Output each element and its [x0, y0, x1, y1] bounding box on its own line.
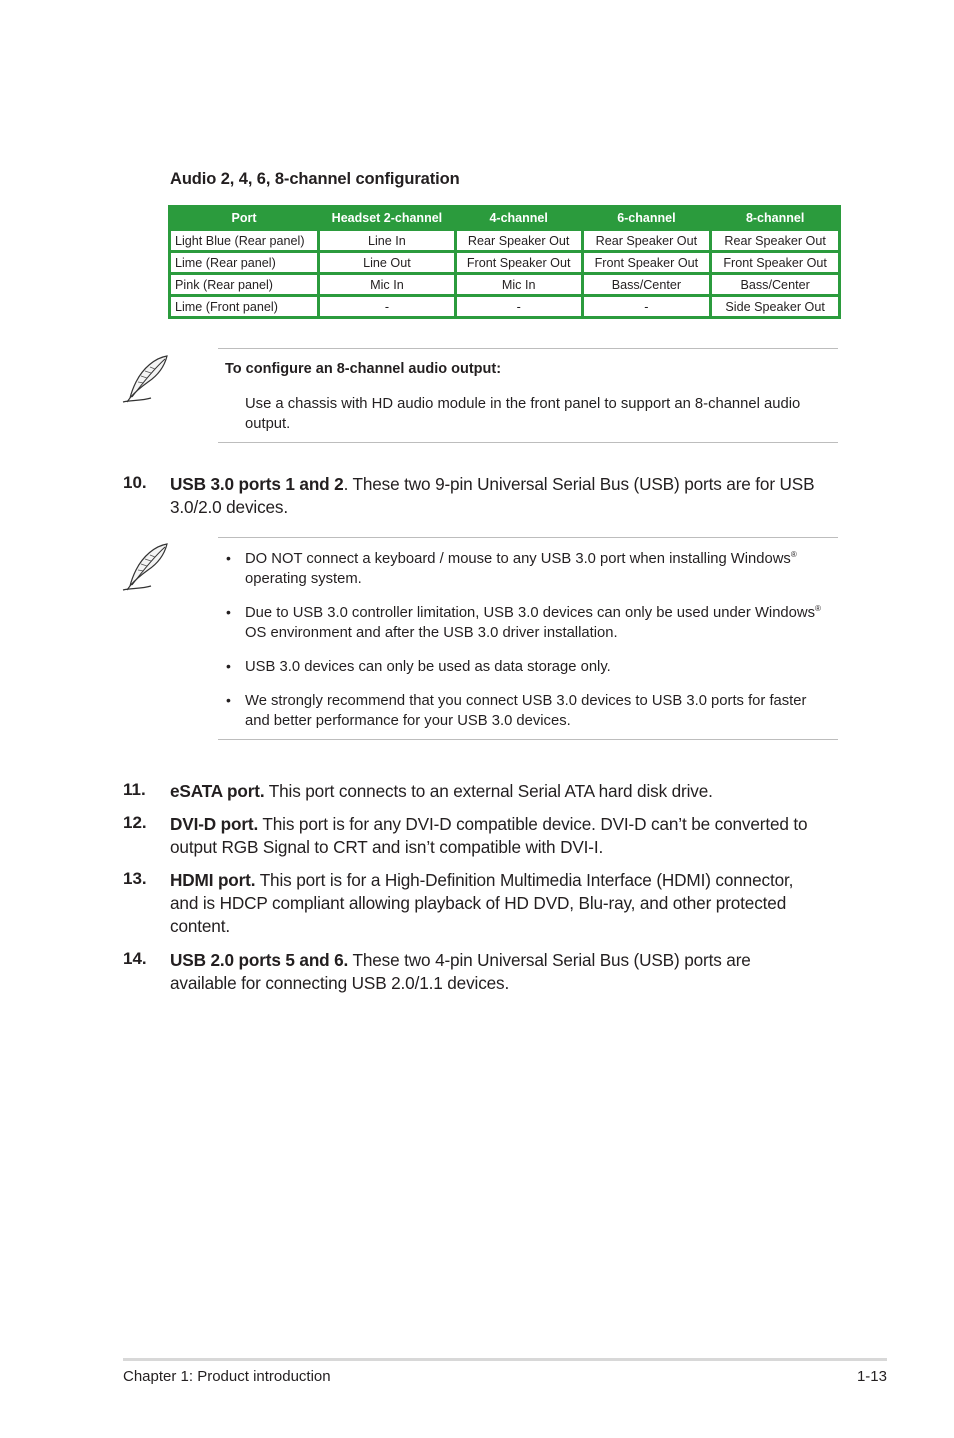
item-text-line: 3.0/2.0 devices.: [170, 497, 288, 517]
footer-chapter: Chapter 1: Product introduction: [123, 1368, 331, 1385]
footer-page-number: 1-13: [856, 1368, 887, 1385]
table-cell: Front Speaker Out: [582, 252, 711, 274]
item-text-line: and is HDCP compliant allowing playback of HD DVD, Blu-ray, and other protected: [170, 893, 787, 913]
table-header-cell: 6-channel: [582, 207, 711, 230]
table-cell: Rear Speaker Out: [582, 230, 711, 252]
item-text-line: USB 2.0 ports 5 and 6. These two 4-pin Universal Serial Bus (USB) ports are: [170, 950, 751, 970]
table-row: [170, 296, 840, 318]
table-header-cell: 8-channel: [711, 207, 840, 230]
table-row: [170, 230, 840, 252]
note-top-rule: [218, 537, 838, 538]
item-text-line: content.: [170, 916, 230, 936]
item-text-line: output RGB Signal to CRT and isn’t compatible with DVI-I.: [170, 837, 604, 857]
registered-mark: ®: [814, 604, 821, 614]
table-cell: -: [319, 296, 456, 318]
item-title: DVI-D port.: [170, 814, 259, 834]
table-cell: Light Blue (Rear panel): [170, 230, 319, 252]
item-number: 12.: [123, 813, 147, 832]
table-cell: Lime (Front panel): [170, 296, 319, 318]
registered-mark: ®: [790, 550, 797, 560]
bullet-text-line: and better performance for your USB 3.0 devices.: [245, 713, 571, 729]
note-top-rule: [218, 348, 838, 349]
note-bottom-rule: [218, 442, 838, 443]
table-cell: Rear Speaker Out: [711, 230, 840, 252]
note-bottom-rule: [218, 739, 838, 740]
table-cell: Rear Speaker Out: [455, 230, 582, 252]
bullet-text-line: DO NOT connect a keyboard / mouse to any USB 3.0 port when installing Windows®: [245, 550, 797, 567]
item-number: 11.: [123, 780, 146, 799]
note-heading: To configure an 8-channel audio output:: [225, 361, 502, 377]
table-cell: Front Speaker Out: [711, 252, 840, 274]
audio-config-table: [168, 205, 841, 319]
item-title: USB 2.0 ports 5 and 6.: [170, 950, 349, 970]
table-cell: -: [455, 296, 582, 318]
item-text: . These two 9-pin Universal Serial Bus (USB) ports are for USB: [343, 474, 815, 494]
bullet-dot: •: [226, 550, 231, 566]
table-header-cell: Headset 2-channel: [319, 207, 456, 230]
table-cell: Front Speaker Out: [455, 252, 582, 274]
item-text-line: eSATA port. This port connects to an external Serial ATA hard disk drive.: [170, 781, 713, 801]
item-number: 14.: [123, 949, 147, 968]
table-cell: Lime (Rear panel): [170, 252, 319, 274]
bullet-dot: •: [226, 658, 231, 674]
item-number: 10.: [123, 473, 147, 492]
table-header-row: [170, 207, 840, 230]
item-title: USB 3.0 ports 1 and 2: [170, 474, 344, 494]
section-title: Audio 2, 4, 6, 8-channel configuration: [170, 170, 460, 188]
bullet-text-line: USB 3.0 devices can only be used as data storage only.: [245, 659, 611, 675]
note-text-line: output.: [245, 416, 291, 432]
item-title: eSATA port.: [170, 781, 265, 801]
item-title: HDMI port.: [170, 870, 256, 890]
table-cell: Mic In: [455, 274, 582, 296]
table-header-cell: Port: [170, 207, 319, 230]
bullet-text-line: Due to USB 3.0 controller limitation, USB 3.0 devices can only be used under Windows®: [245, 604, 821, 621]
note-text-line: Use a chassis with HD audio module in the front panel to support an 8-channel audio: [245, 396, 801, 412]
bullet-text-line: OS environment and after the USB 3.0 driver installation.: [245, 625, 618, 641]
item-number: 13.: [123, 869, 147, 888]
bullet-dot: •: [226, 604, 231, 620]
table-cell: -: [582, 296, 711, 318]
table-cell: Pink (Rear panel): [170, 274, 319, 296]
table-cell: Side Speaker Out: [711, 296, 840, 318]
bullet-text-line: operating system.: [245, 571, 362, 587]
table-row: [170, 252, 840, 274]
table-header-cell: 4-channel: [455, 207, 582, 230]
item-text-line: HDMI port. This port is for a High-Definition Multimedia Interface (HDMI) connector,: [170, 870, 794, 890]
bullet-text-line: We strongly recommend that you connect USB 3.0 devices to USB 3.0 ports for faster: [245, 693, 807, 709]
table-row: [170, 274, 840, 296]
note-pen-icon: [121, 542, 171, 594]
bullet-dot: •: [226, 692, 231, 708]
item-text-line: available for connecting USB 2.0/1.1 devices.: [170, 973, 510, 993]
table-cell: Bass/Center: [711, 274, 840, 296]
item-text-line: DVI-D port. This port is for any DVI-D compatible device. DVI-D can’t be converted to: [170, 814, 808, 834]
footer-rule: [123, 1358, 887, 1361]
table-cell: Line In: [319, 230, 456, 252]
table-cell: Line Out: [319, 252, 456, 274]
table-cell: Bass/Center: [582, 274, 711, 296]
table-cell: Mic In: [319, 274, 456, 296]
note-pen-icon: [121, 354, 171, 406]
item-text-line: [170, 473, 840, 496]
